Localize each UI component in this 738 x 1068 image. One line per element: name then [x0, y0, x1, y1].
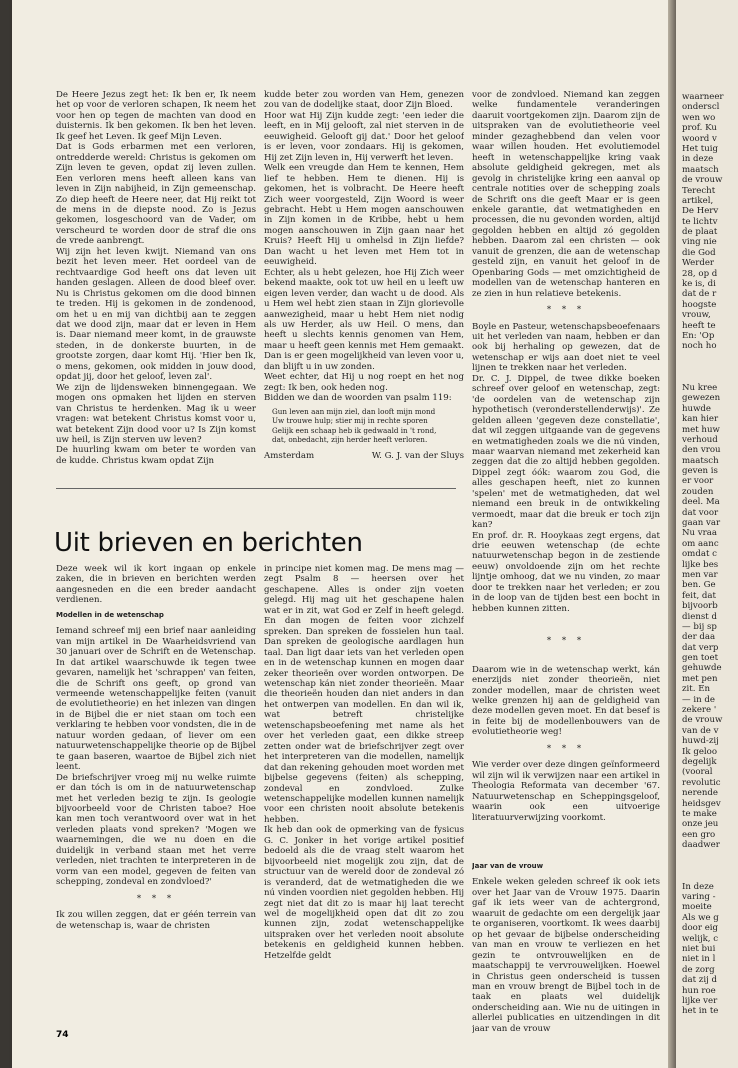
next-page-line: vrouw, — [682, 310, 711, 321]
paragraph: En prof. dr. R. Hooykaas zegt ergens, dat drie eeuwen wetenschap (de echte natuurwetenschap begon in de zestiende eeuw) onvoldoende zijn om het rechte lijntje omhoog, dat we nu vinden, zo maar door te trekken naar het verleden; er zou in de loop van de tijden best een bocht in hebben kunnen zitten. — [472, 530, 660, 614]
next-page-line: onze jeu — [682, 819, 719, 830]
paragraph: We zijn de lijdensweken binnengegaan. We mogen ons opmaken het lijden en sterven van Christus te herdenken. Mag ik u weer vragen: wat betekent Christus komst voor u, wat betekent Zijn dood voor u? Is Zijn komst uw heil, is Zijn sterven uw leven? — [56, 382, 256, 445]
next-page-line: niet bui — [682, 944, 716, 955]
paragraph: voor de zondvloed. Niemand kan zeggen welke fundamentele veranderingen daaruit voortgekomen zijn. Daarom zijn de uitspraken van de evolutietheorie veel minder gezaghebbend dan velen voor waar willen houden. Het evolutiemodel heeft in wetenschappelijke kring vaak absolute geldigheid gekregen, met als gevolg in christelijke kring een aanval op centrale notities over de schepping zoals de Schrift ons die geeft Maar er is geen enkele garantie, dat wetmatigheden en processen, die nu gevonden worden, altijd gegolden hebben en altijd zó gegolden hebben. Daarom zal een christen — ook vanuit de grenzen, die aan de wetenschap gesteld zijn, en vanuit het geloof in de Openbaring Gods — met omzichtigheid de modellen van de wetenschap hanteren en ze zien in hun relatieve betekenis. — [472, 90, 660, 299]
next-page-line: door eig — [682, 923, 719, 934]
next-page-line: waarneer — [682, 92, 724, 102]
next-page-line: er voor — [682, 476, 714, 487]
subheading: Modellen in de wetenschap — [56, 610, 164, 619]
paragraph: Dat is Gods erbarmen met een verloren, ontredderde wereld: Christus is gekomen om Zijn leven te geven, opdat zij leven zullen. Een verloren mens heeft alleen kans van leven in Zijn nabijheid, in Zijn gemeenschap. Zo diep heeft de Heere neer, dat Hij reikt tot de mens in de diepste nood. Zo is Jezus gekomen, losgeschoord van de Vader, om verscheurd te worden door de straf die ons de vrede aanbrengt. — [56, 142, 256, 247]
paragraph: Enkele weken geleden schreef ik ook iets over het Jaar van de Vrouw 1975. Daarin gaf ik iets weer van de achtergrond, waaruit de gedachte om een dergelijk jaar te organiseren, voortkomt. Ik wees daarbij op het gevaar de bijbelse onderscheiding van man en vrouw te verliezen en het gezin te ontvrouwelijken en de maatschappij te vervrouwelijken. Hoewel in Christus geen onderscheid is tussen man en vrouw brengt de Bijbel toch in de taak en plaats wel duidelijk onderscheiding aan. Wie nu de uitingen in allerlei publicaties en uitzendingen in dit jaar van de vrouw — [472, 877, 660, 1034]
next-page-text — [682, 92, 724, 1017]
next-page-line: dat zij d — [682, 975, 717, 986]
next-page-line — [682, 362, 724, 372]
next-page-line: kan hier — [682, 414, 719, 425]
next-page-line: de zorg — [682, 964, 715, 975]
next-page-line: dienst d — [682, 611, 717, 622]
next-page-line: degelijk — [682, 757, 717, 767]
next-page-line: heeft te — [682, 320, 716, 331]
paragraph: De huurling kwam om beter te worden van de kudde. Christus kwam opdat Zijn — [56, 445, 256, 465]
next-page-line: verhoud — [682, 434, 718, 445]
next-page-line: maatsch — [682, 455, 719, 466]
next-page-line — [682, 851, 724, 861]
next-page-line: in deze — [682, 154, 714, 165]
next-page-line: de vrouw — [682, 715, 723, 726]
page-number: 74 — [56, 1030, 69, 1040]
next-page-line: prof. Ku — [682, 123, 717, 134]
next-page-line: zit. En — [682, 684, 711, 695]
next-page-line: hoogste — [682, 299, 717, 310]
next-page-line: Het tuig — [682, 143, 719, 154]
next-page-line — [682, 861, 724, 871]
next-page-line: die God — [682, 247, 716, 258]
next-page-line: wen wo — [682, 112, 716, 123]
next-page-line — [682, 373, 724, 383]
next-page-line: der daa — [682, 632, 716, 643]
next-page-line: daadwer — [682, 840, 720, 851]
next-page-line: men var — [682, 569, 718, 580]
next-page-line: dat voor — [682, 507, 719, 518]
next-page-line: huwde — [682, 403, 712, 414]
next-page-line: moeite — [682, 902, 712, 913]
paragraph: Dr. C. J. Dippel, de twee dikke boeken schreef over geloof en wetenschap, zegt: 'de oordelen van de wetenschap zijn hypothetisch (veronderstellenderwijs)'. Ze gelden alleen 'gegeven deze constellatie', dat wil zeggen uitgaande van de gegevens en wetmatigheden zoals we die nú vinden, maar waarvan niemand met zekerheid kan zeggen dat die zo altijd hebben gegolden. Dippel zegt óók: waarom zou God, die alles geschapen heeft, niet zo kunnen 'spelen' met de wetmatigheden, dat wel niemand een breuk in de ontwikkeling vermoedt, maar dat die breuk er toch zijn kan? — [472, 373, 660, 531]
next-page-line: artikel, — [682, 195, 714, 206]
next-page-line: het in te — [682, 1006, 719, 1017]
next-page-line: maatsch — [682, 164, 719, 175]
next-page-line: een gro — [682, 829, 716, 840]
next-page-line: Terecht — [682, 185, 716, 196]
paragraph: Wij zijn het leven kwijt. Niemand van ons bezit het leven meer. Het oordeel van de rechtvaardige God heeft ons dat leven uit handen geslagen. Alleen de dood bleef over. Nu is Christus gekomen om die dood binnen te treden. Hij is gekomen in de zondenood, om het u en mij van dichtbij aan te zeggen dat we dood zijn, maar dat er leven in Hem is. Daar niemand meer komt, in de grauwste steden, in de donkerste buurten, in de grootste zorgen, daar komt Hij. 'Hier ben Ik, o mens, gekomen, ook midden in jouw dood, opdat jij, door het geloof, leven zal'. — [56, 246, 256, 383]
next-page-line: revolutic — [682, 777, 721, 788]
poem-line: Gelijk een schaap heb ik gedwaald in 't rond, — [272, 425, 437, 435]
next-page-line: hun roe — [682, 985, 716, 996]
paragraph: De briefschrijver vroeg mij nu welke ruimte er dan tóch is om in de natuurwetenschap met het verleden bezig te zijn. Is geologie bijvoorbeeld voor de Christen taboe? Hoe kan men toch verantwoord over wat in het verleden plaats vond spreken? 'Mogen we waarnemingen, die we nu doen en die duidelijk in verband staan met het verre verleden, niet trachten te interpreteren in de vorm van een model, gegeven de feiten van schepping, zondeval en zondvloed?' — [56, 772, 256, 888]
sermon-column-2 — [264, 90, 464, 475]
next-page-line: heidsgev — [682, 798, 721, 809]
next-page-line: Als we g — [682, 912, 719, 923]
paragraph: Iemand schreef mij een brief naar aanleiding van mijn artikel in De Waarheidsvriend van 30 januari over de Schrift en de Wetenschap. In dat artikel waarschuwde ik tegen twee gevaren, namelijk het 'schrappen' van feiten, die de Schrift ons geeft, op grond van vermeende wetenschappelijke feiten (vanuit de evolutietheorie) en het inlezen van dingen in de Bijbel die er niet staan om toch een verklaring te hebben voor vondsten, die in de natuur worden gedaan, of liever om een natuurwetenschappelijke theorie op de Bijbel te gaan baseren, waartoe de Bijbel zich niet leent. — [56, 626, 256, 773]
letters-column-1 — [56, 564, 256, 1026]
next-page-line: En: 'Op — [682, 330, 715, 341]
next-page-line: woord v — [682, 133, 717, 144]
next-page-line: huwd-zij — [682, 736, 719, 747]
next-page-line: geven is — [682, 466, 718, 477]
separator-stars: * * * — [546, 636, 586, 647]
paragraph: Boyle en Pasteur, wetenschapsbeoefenaars uit het verleden van naam, hebben er dan ook bij herhaling op gewezen, dat de wetenschap er wijs aan doet niet te veel lijnen te trekken naar het verleden. — [472, 321, 660, 374]
next-page-line: met huw — [682, 424, 720, 435]
next-page-line: ving nie — [682, 237, 717, 248]
next-page-edge — [676, 0, 738, 1068]
next-page-line: den vrou — [682, 445, 721, 456]
next-page-line: In deze — [682, 881, 714, 892]
next-page-line: varing - — [682, 892, 716, 903]
next-page-line: deel. Ma — [682, 497, 720, 508]
paragraph: Ik zou willen zeggen, dat er géén terrein van de wetenschap is, waar de christen — [56, 910, 256, 931]
magazine-page — [12, 0, 668, 1068]
intro-paragraph: Deze week wil ik kort ingaan op enkele zaken, die in brieven en berichten werden aangesneden en die een breder aandacht verdienen. — [56, 564, 256, 606]
signature-author: W. G. J. van der Sluys — [371, 450, 464, 461]
paragraph: Echter, als u hebt gelezen, hoe Hij Zich weer bekend maakte, ook tot uw heil en u leeft uw eigen leven verder, dan wacht u de dood. Als u Hem wel hebt zien staan in Zijn glorievolle aanwezigheid, maar u hebt Hem niet nodig als uw Herder, als uw Heil. O mens, dan heeft u slechts kennis genomen van Hem, maar u heeft geen kennis met Hem gemaakt. Dan is er geen mogelijkheid van leven voor u, dan blijft u in uw zonden. — [264, 267, 464, 372]
next-page-line: dat verp — [682, 642, 719, 653]
next-page-line: omdat c — [682, 549, 717, 560]
next-page-line: 28, op d — [682, 268, 718, 279]
next-page-line: bijvoorb — [682, 601, 718, 612]
next-page-line: ke is, di — [682, 279, 716, 290]
next-page-line: — in de — [682, 694, 715, 705]
next-page-line: (vooral — [682, 767, 713, 778]
next-page-line — [682, 352, 724, 362]
paragraph: Ik heb dan ook de opmerking van de fysicus G. C. Jonker in het vorige artikel positief bedoeld als die de vraag stelt waarom het bijvoorbeeld niet mogelijk zou zijn, dat de structuur van de wereld door de zondeval zó is veranderd, dat de wetmatigheden die we nú vinden voordien niet gegolden hebben. Hij zegt niet dat dit zo is maar hij laat terecht wel de mogelijkheid open dat dit zo zou kunnen zijn, zodat wetenschappelijke uitspraken over het verleden nooit absolute betekenis en geldigheid kunnen hebben. Hetzelfde geldt — [264, 825, 464, 961]
subheading: Jaar van de vrouw — [472, 862, 544, 870]
next-page-line: gehuwde — [682, 663, 722, 674]
paragraph: Wie verder over deze dingen geïnformeerd wil zijn wil ik verwijzen naar een artikel in Theologia Reformata van december '67. Natuurwetenschap en Scheppingsgeloof, waarin ook een uitvoerige literatuurverwijzing voorkomt. — [472, 760, 660, 823]
next-page-line: Nu kree — [682, 382, 718, 393]
next-page-line: Werder — [682, 258, 715, 269]
next-page-line: te lichtv — [682, 216, 718, 227]
next-page-line: De Herv — [682, 206, 719, 217]
paragraph: Weet echter, dat Hij u nog roept en het nog zegt: Ik ben, ook heden nog. — [264, 372, 464, 393]
paragraph: De Heere Jezus zegt het: Ik ben er, Ik neem het op voor de verloren schapen, Ik neem het voor hen op tegen de machten van dood en duisternis. Ik ben gekomen. Ik ben het leven. Ik geef het Leven. Ik geef Mijn Leven. — [56, 90, 256, 142]
next-page-line: ben. Ge — [682, 580, 716, 591]
next-page-line: de plaat — [682, 227, 718, 238]
psalm-quote — [264, 407, 464, 445]
paragraph: Hoor wat Hij Zijn kudde zegt: 'een ieder die leeft, en in Mij gelooft, zal niet sterven in de eeuwigheid. Gelooft gij dat.' Door het geloof is er leven, voor zondaars. Hij is gekomen, Hij zet Zijn leven in, Hij verwerft het leven. — [264, 110, 464, 163]
next-page-line: zouden — [682, 486, 714, 497]
poem-line: Uw trouwe hulp; stier mij in rechte sporen — [272, 416, 428, 426]
sermon-column-1 — [56, 90, 256, 465]
separator-stars: * * * — [546, 305, 586, 316]
next-page-line: gen toet — [682, 653, 719, 664]
next-page-line: — bij sp — [682, 621, 717, 632]
paragraph: Welk een vreugde dan Hem te kennen, Hem lief te hebben. Hem te dienen. Hij is gekomen, het is volbracht. De Heere heeft Zich weer voorgesteld, Zijn Woord is weer gebracht. Hebt u Hem mogen aanschouwen in Zijn komen in de Kribbe, hebt u hem mogen aanschouwen in Zijn gaan naar het Kruis? Heeft Hij u omhelsd in Zijn liefde? Dan wacht u het leven met Hem tot in eeuwigheid. — [264, 163, 464, 268]
next-page-line: de vrouw — [682, 175, 723, 186]
signature — [264, 451, 464, 461]
next-page-line: feit, dat — [682, 590, 717, 601]
next-page-line: lijke bes — [682, 559, 719, 570]
next-page-line: noch ho — [682, 341, 717, 352]
separator-stars: * * * — [546, 743, 586, 754]
signature-place: Amsterdam — [264, 450, 315, 461]
poem-line: dat, onbedacht, zijn herder heeft verloren. — [272, 435, 428, 445]
poem-line: Gun leven aan mijn ziel, dan looft mijn mond — [272, 406, 436, 416]
letters-column-3 — [472, 90, 660, 1050]
section-divider — [56, 488, 456, 489]
next-page-line: niet in l — [682, 954, 716, 965]
next-page-line: onderscl — [682, 102, 720, 113]
book-gutter — [668, 0, 676, 1068]
next-page-line: nerende — [682, 788, 718, 799]
paragraph: in principe niet komen mag. De mens mag — zegt Psalm 8 — heersen over het geschapene. Alles is onder zijn voeten gelegd. Hij mag uit het geschapene halen wat er in zit, wat God er Zelf in heeft gelegd. En dan mogen de feiten voor zichzelf spreken. Dan spreken de fossielen hun taal. Dan spreken de geologische aardlagen hun taal. Dan ligt daar iets van het verleden open en in de wetenschap kunnen en mogen daar zeker theorieën over worden ontworpen. De wetenschap kán niet zonder theorieën. Maar die theorieën houden dan niet anders in dan het ontwerpen van modellen. En dan wil ik, wat betreft christelijke wetenschapsbeoefening met name als het over het verleden gaat, een dikke streep zetten onder wat de briefschrijver zegt over het interpreteren van die modellen, namelijk dat dan rekening gehouden moet worden met bijbelse gegevens (feiten) als schepping, zondeval en zondvloed. Zulke wetenschappelijke modellen kunnen namelijk voor een christen nooit absolute betekenis hebben. — [264, 564, 464, 825]
next-page-line: gaan var — [682, 518, 721, 529]
next-page-line: gewezen — [682, 393, 721, 404]
separator-stars: * * * — [136, 893, 176, 904]
next-page-line: om aanc — [682, 538, 719, 549]
paragraph: kudde beter zou worden van Hem, genezen zou van de dodelijke staat, door Zijn Bloed. — [264, 90, 464, 111]
next-page-line: van de v — [682, 725, 719, 736]
next-page-line: dat de r — [682, 289, 717, 300]
next-page-line: welijk, c — [682, 933, 719, 944]
next-page-line: te make — [682, 808, 717, 819]
next-page-line — [682, 871, 724, 881]
next-page-line: zekere ' — [682, 705, 717, 716]
next-page-line: met pen — [682, 673, 718, 684]
paragraph: Bidden we dan de woorden van psalm 119: — [264, 393, 452, 404]
paragraph: Daarom wie in de wetenschap werkt, kán enerzijds niet zonder theorieën, niet zonder modellen, maar de christen weet welke grenzen hij aan de geldigheid van deze modellen geven moet. En dat besef is in feite bij de modellenbouwers van de evolutietheorie weg! — [472, 664, 660, 738]
next-page-line: Nu vraa — [682, 528, 717, 539]
section-title: Uit brieven en berichten — [54, 528, 363, 558]
next-page-line: Ik geloo — [682, 746, 718, 757]
letters-column-2 — [264, 564, 464, 1026]
next-page-line: lijke ver — [682, 995, 718, 1006]
